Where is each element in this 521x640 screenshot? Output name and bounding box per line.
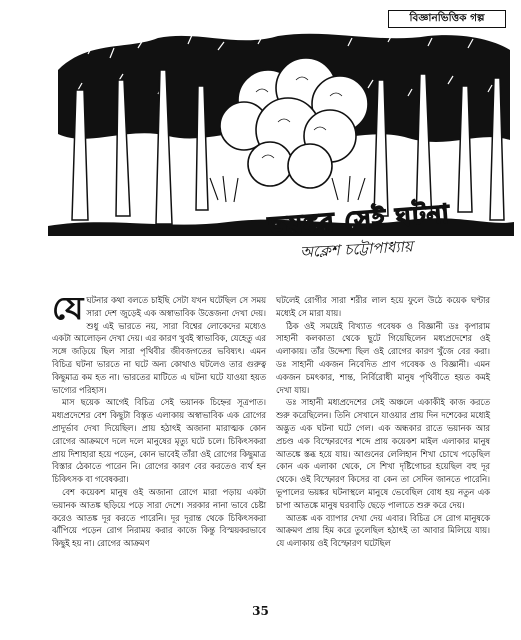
article-paragraph: মাস ছয়েক আগেই বিচিত্র সেই ভয়ানক চিহ্নের সূত্রপাত। মধ্যপ্রদেশের বেশ কিছুটা বিস্তৃত এলাকায় অস্বাভাবিক এক রোগের প্রাদুর্ভাব দেখা দিয়েছিল। প্রায় হঠাৎই অজানা মারাত্মক কোন রোগের আক্রমণে দলে দলে মানুষের মৃত্যু ঘটে চলে। চিকিৎসকরা প্রায় দিশাহারা হয়ে পড়েন, কোন ভাবেই তাঁরা ওই রোগের কিছুমাত্র বিস্তার ঠেকাতে পারেন নি। রোগের কারণ বের করতেও ব্যর্থ হন চিকিৎসক বা গবেষকরা। [52,397,266,485]
article-paragraph: ঠিক ওই সময়েই বিখ্যাত গবেষক ও বিজ্ঞানী ডঃ কৃপারাম সাহানী কলকাতা থেকে ছুটে গিয়েছিলেন মধ্যপ্রদেশের ওই এলাকায়। তাঁর উদ্দেশ্য ছিল ওই রোগের কারণ খুঁজে বের করা। ডঃ সাহানী একজন নিবেদিত প্রাণ গবেষক ও বিজ্ঞানী। এমন একজন চমৎকার, শান্ত, নির্বিরোধী মানুষ পৃথিবীতে হয়ত কমই দেখা যায়। [276,320,490,395]
article-paragraph: বেশ কয়েকশ মানুষ ওই অজানা রোগে মারা পড়ায় একটা ভয়ানক আতঙ্ক ছড়িয়ে পড়ে সারা দেশে। সরকার নানা ভাবে চেষ্টা করেও আতঙ্ক দূর করতে পারেনি। দূর দূরান্ত থেকে চিকিৎসকরা ঝাঁপিয়ে পড়েন রোগ নিরাময় করার কাজে কিন্তু বিস্ময়করভাবে কিছুই হয় না। রোগের আক্রমণ [52,486,266,549]
drop-cap: যে [52,289,84,327]
article-paragraph: ডঃ সাহানী মধ্যপ্রদেশের সেই অঞ্চলে একাকীই কাজ করতে শুরু করেছিলেন। তিনি সেখানে যাওয়ার প্রায় দিন দশেকের মধ্যেই অদ্ভুত এক ঘটনা ঘটে গেল। এক অন্ধকার রাতে ভয়ানক আর প্রচণ্ড এক বিস্ফোরণের শব্দে প্রায় কয়েকশ মাইল এলাকার মানুষ আতঙ্কে স্তব্ধ হয়ে যায়। আগুনের লেলিহান শিখা চোখে পড়েছিল কোন এক এলাকা থেকে, সে শিখা দৃষ্টিগোচর হয়েছিল বহু দূর থেকে। ওই বিস্ফোরণ কিসের বা কেন তা সেদিন জানতে পারেনি। ভূপালের ভয়ঙ্কর ঘটনাস্থলে মানুষে ভেবেছিল বোধ হয় নতুন এক চাপা আতঙ্কে মানুষ ঘরবাড়ি ছেড়ে পালাতে শুরু করে দেয়। [276,397,490,510]
page-number: 35 [252,604,269,618]
article-paragraph: ঘটলেই রোগীর সারা শরীর লাল হয়ে ফুলে উঠে কয়েক ঘণ্টার মধ্যেই সে মারা যায়। [276,295,490,318]
story-title: ভয়ঙ্কর সেই ঘটনা [267,198,451,241]
article-paragraph [52,289,266,396]
article-column-left [52,289,266,550]
article-column-right [276,294,490,550]
paragraph-text: ঘটনার কথা বলতে চাইছি সেটা যখন ঘটেছিল সে সময় সারা দেশ জুড়েই এক অস্বাভাবিক উত্তেজনা দেখা দেয়। শুধু এই ভারতে নয়, সারা বিশ্বের লোকেদের মধ্যেও একটা আলোড়ন দেখা দেয়। এর কারণ খুবই স্বাভাবিক, যেহেতু এর সঙ্গে জড়িয়ে ছিল সারা পৃথিবীর জীবজগতের ভবিষ্যৎ। এমন বিচিত্র ঘটনা ভারতে না ঘটে অন্য কোথাও ঘটলেও তার গুরুত্ব কিছুমাত্র কম হত না। ভারতের মাটিতে এ ঘটনা ঘটে যাওয়া হয়ত ভাগ্যের পরিহাস। [52,295,266,395]
category-tag: বিজ্ঞানভিত্তিক গল্প [388,10,506,28]
article-paragraph: আতঙ্ক এক ব্যাপার দেখা দেয় এবার। বিচিত্র সে রোগ মানুষকে আক্রমণ প্রায় হিম করে তুলেছিল হঠাৎই তা আবার মিলিয়ে যায়। যে এলাকায় ওই বিস্ফোরণ ঘটেছিল [276,512,490,549]
story-author: অক্লেশ চট্টোপাধ্যায় [299,237,414,262]
